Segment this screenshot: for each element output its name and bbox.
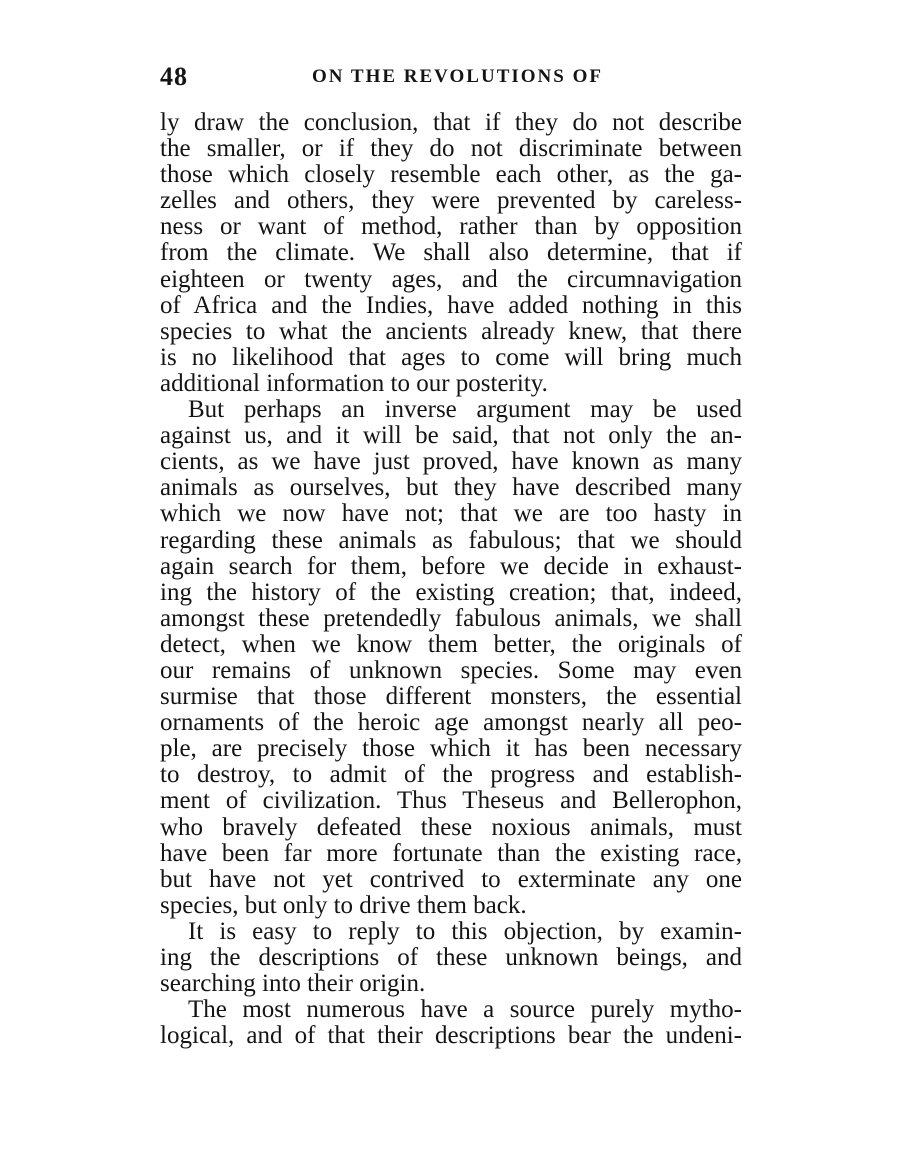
- text-line: surmise that those different monsters, the essential: [160, 683, 742, 711]
- text-line: eighteen or twenty ages, and the circumnavigation: [160, 265, 742, 293]
- text-line: from the climate. We shall also determine, that if: [160, 239, 742, 267]
- paragraph: [160, 997, 742, 1049]
- text-line: It is easy to reply to this objection, by examin-: [188, 917, 742, 945]
- text-line: additional information to our posterity.: [160, 369, 548, 397]
- paragraph: [160, 110, 742, 397]
- body-text: [160, 110, 742, 1049]
- text-line: species to what the ancients already knew, that there: [160, 317, 742, 345]
- text-line: zelles and others, they were prevented by careless-: [160, 187, 742, 215]
- text-line: searching into their origin.: [160, 970, 426, 998]
- text-line: our remains of unknown species. Some may even: [160, 656, 742, 684]
- running-title: ON THE REVOLUTIONS OF: [312, 66, 603, 87]
- text-line: regarding these animals as fabulous; that we should: [160, 526, 742, 554]
- text-line: ly draw the conclusion, that if they do not describe: [160, 109, 742, 136]
- text-line: ness or want of method, rather than by opposition: [160, 213, 742, 241]
- text-line: cients, as we have just proved, have known as many: [160, 448, 742, 476]
- paragraph: [160, 919, 742, 997]
- page-number: 48: [160, 62, 188, 91]
- text-line: again search for them, before we decide in exhaust-: [160, 552, 742, 580]
- text-line: animals as ourselves, but they have described many: [160, 474, 742, 502]
- text-line: have been far more fortunate than the existing race,: [160, 839, 742, 867]
- text-line: amongst these pretendedly fabulous animals, we shall: [160, 604, 742, 632]
- text-line: ornaments of the heroic age amongst nearly all peo-: [160, 709, 742, 737]
- text-line: against us, and it will be said, that not only the an-: [160, 422, 742, 450]
- text-line: The most numerous have a source purely mytho-: [188, 996, 742, 1024]
- text-line: which we now have not; that we are too hasty in: [160, 500, 742, 528]
- running-head: [160, 62, 740, 90]
- text-line: species, but only to drive them back.: [160, 891, 527, 919]
- text-line: but have not yet contrived to exterminate any one: [160, 865, 742, 893]
- text-line: is no likelihood that ages to come will bring much: [160, 343, 742, 371]
- text-line: to destroy, to admit of the progress and establish-: [160, 761, 742, 789]
- text-line: logical, and of that their descriptions bear the undeni-: [160, 1022, 742, 1050]
- text-line: But perhaps an inverse argument may be used: [188, 396, 742, 424]
- text-line: ing the history of the existing creation; that, indeed,: [160, 578, 742, 606]
- text-line: those which closely resemble each other, as the ga-: [160, 161, 742, 189]
- text-line: detect, when we know them better, the originals of: [160, 630, 742, 658]
- text-line: who bravely defeated these noxious animals, must: [160, 813, 742, 841]
- text-line: ing the descriptions of these unknown beings, and: [160, 944, 742, 971]
- paragraph: [160, 397, 742, 919]
- text-line: of Africa and the Indies, have added nothing in this: [160, 291, 742, 319]
- text-line: ment of civilization. Thus Theseus and Bellerophon,: [160, 787, 742, 815]
- text-line: the smaller, or if they do not discriminate between: [160, 135, 742, 163]
- text-line: ple, are precisely those which it has been necessary: [160, 735, 742, 763]
